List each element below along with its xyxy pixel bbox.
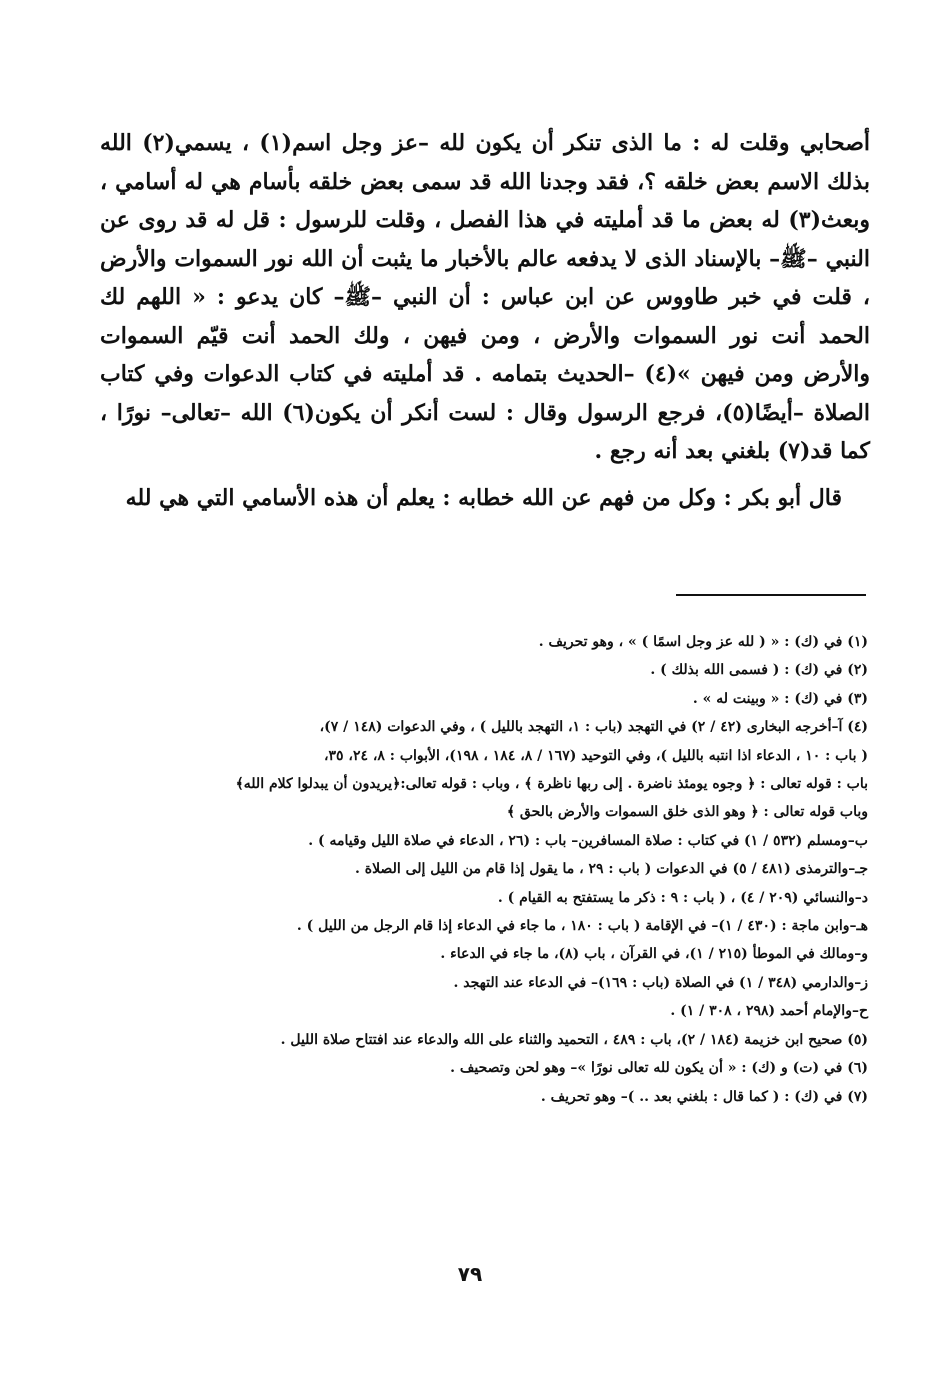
footnote-line: و–ومالك في الموطأ (٢١٥ / ١)، في القرآن ، باب (٨)، ما جاء في الدعاء .: [440, 946, 868, 963]
main-text: [100, 124, 870, 517]
footnote-line: د–والنسائي (٢٠٩ / ٤) ، ( باب : ٩ : ذكر ما يستفتح به القيام ) .: [497, 889, 868, 906]
footnote-line: (٦) في (ت) و (ك) : « أن يكون لله تعالى نورًا »– وهو لحن وتصحيف .: [450, 1060, 868, 1077]
footnote-line: ( باب : ١٠ ، الدعاء اذا انتبه بالليل )، وفي التوحيد (١٦٧ / ٨، ١٨٤ ، ١٩٨)، الأبواب : ٨، ٢٤، ٣٥،: [323, 747, 868, 764]
footnote-line: ب–ومسلم (٥٣٢ / ١) في كتاب : صلاة المسافرين– باب : (٢٦ ، الدعاء في صلاة الليل وقيامه ) .: [308, 832, 868, 849]
footnote-line: (٣) في (ك) : « وبينت له » .: [692, 690, 868, 707]
page-number: ٧٩: [457, 1262, 483, 1286]
footnote-divider: [676, 594, 866, 596]
footnote-line: (٤) آ–أخرجه البخارى (٤٢ / ٢) في التهجد (باب : ١، التهجد بالليل ) ، وفي الدعوات (١٤٨ / ٧)،: [319, 719, 868, 736]
footnote-line: (٧) في (ك) : ( كما قال : بلغني بعد .. )– وهو تحريف .: [540, 1088, 868, 1105]
footnote-line: (٥) صحيح ابن خزيمة (١٨٤ / ٢)، باب : ٤٨٩ ، التحميد والثناء على الله والدعاء عند افتتاح صلاة الليل .: [280, 1031, 868, 1048]
footnote-line: ز–والدارمي (٣٤٨ / ١) في الصلاة (باب : ١٦٩)– في الدعاء عند التهجد .: [453, 974, 868, 991]
footnote-line: (٢) في (ك) : ( فسمى الله بذلك ) .: [650, 662, 868, 679]
footnote-line: وباب قوله تعالى : ﴿ وهو الذى خلق السموات والأرض بالحق ﴾: [506, 804, 868, 821]
footnote-line: جـ–والترمذى (٤٨١ / ٥) في الدعوات ( باب : ٢٩ ، ما يقول إذا قام من الليل إلى الصلاة .: [355, 861, 868, 878]
footnote-line: باب : قوله تعالى : ﴿ وجوه يومئذ ناضرة . إلى ربها ناظرة ﴾ ، وباب : قوله تعالى:﴿يريدون أن يبدلوا كلام الله﴾: [235, 776, 868, 793]
footnote-line: (١) في (ك) : « ( لله عز وجل اسمًا ) » ، وهو تحريف .: [538, 634, 868, 650]
footnote-line: هـ–وابن ماجة : (٤٣٠ / ١)– في الإقامة ( باب : ١٨٠ ، ما جاء في الدعاء إذا قام الرجل من الليل ) .: [296, 918, 868, 935]
paragraph-1: أصحابي وقلت له : ما الذى تنكر أن يكون لله –عز وجل اسم(١) ، يسمي(٢) الله بذلك الاسم بعض خلقه ؟، فقد وجدنا الله قد سمى بعض خلقه بأسام هي له أسامي ، وبعث(٣) له بعض ما قد أمليته في هذا الفصل ، وقلت للرسول : قل له قد روى عن النبي –ﷺ– بالإسناد الذى لا يدفعه عالم بالأخبار ما يثبت أن الله نور السموات والأرض ، قلت في خبر طاووس عن ابن عباس : أن النبي –ﷺ– كان يدعو : « اللهم لك الحمد أنت نور السموات والأرض ، ومن فيهن ، ولك الحمد أنت قيّم السموات والأرض ومن فيهن »(٤) –الحديث بتمامه . قد أمليته في كتاب الدعوات وفي كتاب الصلاة –أيضًا(٥)، فرجع الرسول وقال : لست أنكر أن يكون(٦) الله –تعالى– نورًا ، كما قد(٧) بلغني بعد أنه رجع .: [100, 130, 870, 464]
paragraph-2: قال أبو بكر : وكل من فهم عن الله خطابه : يعلم أن هذه الأسامي التي هي لله: [125, 484, 842, 511]
footnote-line: ح–والإمام أحمد (٢٩٨ ، ٣٠٨ / ١) .: [670, 1003, 868, 1020]
footnotes: [120, 628, 868, 1111]
